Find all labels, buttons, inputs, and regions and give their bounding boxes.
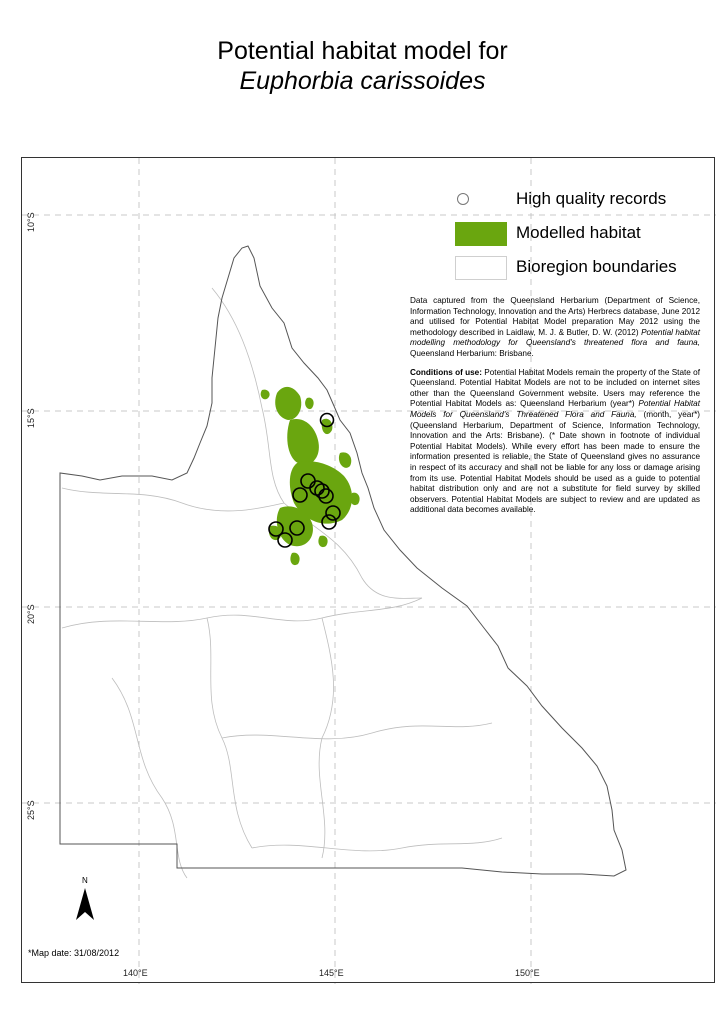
bioregion-swatch: [455, 256, 507, 280]
title-species-name: Euphorbia carissoides: [239, 67, 486, 95]
north-arrow: [74, 876, 96, 922]
lon-label-150e: 150°E: [515, 968, 540, 978]
lat-label-25s: 25°S: [26, 800, 36, 820]
lat-label-15s: 15°S: [26, 408, 36, 428]
data-capture-reference: Potential habitat modelling methodology for Queensland's threatened flora and fauna,: [410, 327, 700, 348]
lon-label-140e: 140°E: [123, 968, 148, 978]
lat-label-20s: 20°S: [26, 604, 36, 624]
conditions-reference: Potential Habitat Models for Queensland's Threatened Flora and Fauna,: [410, 399, 700, 419]
legend-item-bioregion: [455, 253, 705, 287]
lat-label-10s: 10°S: [26, 212, 36, 232]
circle-icon: [457, 193, 469, 205]
map-date: *Map date: 31/08/2012: [28, 948, 120, 958]
north-label: N: [82, 876, 88, 885]
legend-label-bioregion: Bioregion boundaries: [516, 257, 677, 276]
conditions-text-b: (month, year*) (Queensland Herbarium, Department of Science, Information Technology, Innovation and the Arts: Brisbane). (* Date shown in footnote of individual Potential Habitat Models). While every effort has been made to ensure the information presented is reliable, the State of Queensland gives no assurance in respect of its accuracy and shall not be liable for any loss or damage arising from its use. Potential Habitat Models should be used as a guide to potential habitat distribution only and are not a substitute for field survey by skilled observers. Potential Habitat Models are subject to review and are updated as additional data becomes available.: [410, 409, 700, 515]
north-arrow-icon: [74, 888, 96, 922]
legend-item-habitat: [455, 219, 705, 253]
modelled-habitat: [261, 387, 360, 565]
conditions-text-a: Potential Habitat Models remain the property of the State of Queensland. Potential Habitat Models are not to be included on internet sites other than the Queensland Government website. Users may reference the Potential Habitat Models as: Queensland Herbarium (year*): [410, 367, 700, 409]
title-line-1: Potential habitat model for: [217, 37, 508, 65]
legend-label-records: High quality records: [516, 189, 667, 208]
conditions-heading: Conditions of use:: [410, 367, 482, 377]
conditions-paragraph: [410, 368, 700, 516]
legend-item-records: [455, 185, 705, 219]
data-capture-text: Data captured from the Queensland Herbarium (Department of Science, Information Technology, Innovation and the Arts) Herbrecs database, June 2012 and utilised for Potential Habitat Model preparation May 2012 using the methodology described in Laidlaw, M. J. & Butler, D. W. (2012): [410, 296, 700, 337]
map-title: [0, 36, 725, 96]
data-capture-paragraph: [410, 296, 700, 360]
info-text: [410, 296, 700, 524]
legend-label-habitat: Modelled habitat: [516, 223, 641, 242]
habitat-swatch: [455, 222, 507, 246]
map-legend: [455, 185, 705, 287]
data-capture-end: Queensland Herbarium: Brisbane.: [410, 348, 534, 358]
lon-label-145e: 145°E: [319, 968, 344, 978]
